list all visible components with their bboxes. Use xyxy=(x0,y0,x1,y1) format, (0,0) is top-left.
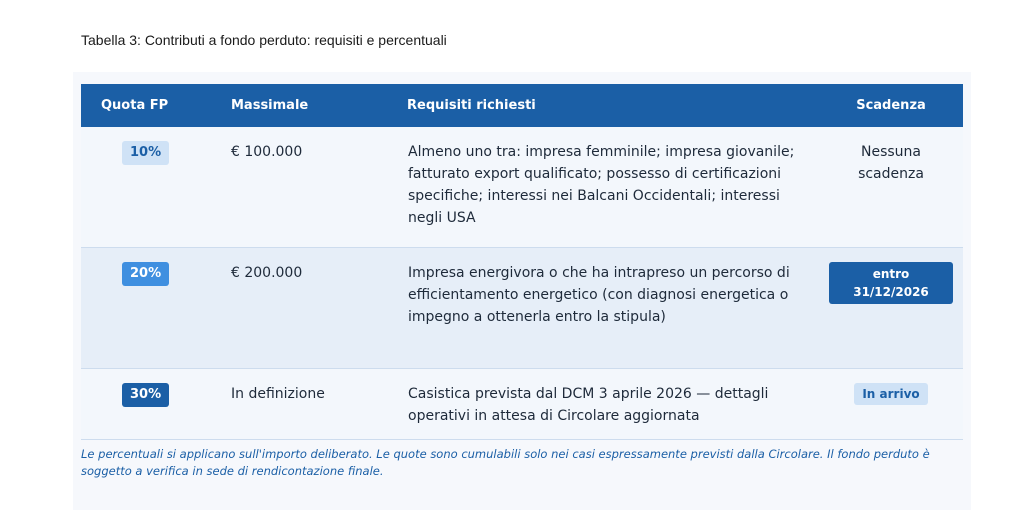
scadenza-badge-deadline: entro 31/12/2026 xyxy=(829,262,953,304)
table-row xyxy=(81,369,963,440)
cell-requisiti: Almeno uno tra: impresa femminile; impresa giovanile; fatturato export qualificato; possesso di certificazioni specifiche; interessi nei Balcani Occidentali; interessi negli USA xyxy=(407,127,819,248)
header-quota: Quota FP xyxy=(81,84,231,127)
table-footnote: Le percentuali si applicano sull'importo deliberato. Le quote sono cumulabili solo nei casi espressamente previsti dalla Circolare. Il fondo perduto è soggetto a verifica in sede di rendicontazione finale. xyxy=(81,447,930,478)
grants-table xyxy=(81,84,963,440)
cell-requisiti: Impresa energivora o che ha intrapreso un percorso di efficientamento energetico (con diagnosi energetica o impegno a ottenerla entro la stipula) xyxy=(407,248,819,369)
cell-scadenza xyxy=(819,127,963,248)
cell-quota xyxy=(81,127,231,248)
header-requisiti: Requisiti richiesti xyxy=(407,84,819,127)
table-row xyxy=(81,248,963,369)
header-scadenza: Scadenza xyxy=(819,84,963,127)
cell-massimale: € 100.000 xyxy=(231,127,407,248)
scadenza-text: Nessuna scadenza xyxy=(858,144,924,182)
cell-requisiti: Casistica prevista dal DCM 3 aprile 2026 — dettagli operativi in attesa di Circolare aggiornata xyxy=(407,369,819,440)
cell-quota xyxy=(81,248,231,369)
quota-badge-20: 20% xyxy=(122,262,169,286)
cell-massimale: In definizione xyxy=(231,369,407,440)
table-row xyxy=(81,127,963,248)
scadenza-badge-upcoming: In arrivo xyxy=(854,383,927,405)
header-massimale: Massimale xyxy=(231,84,407,127)
table-header-row xyxy=(81,84,963,127)
quota-badge-10: 10% xyxy=(122,141,169,165)
cell-massimale: € 200.000 xyxy=(231,248,407,369)
cell-quota xyxy=(81,369,231,440)
table-caption: Tabella 3: Contributi a fondo perduto: requisiti e percentuali xyxy=(81,32,447,48)
quota-badge-30: 30% xyxy=(122,383,169,407)
cell-scadenza xyxy=(819,248,963,369)
cell-scadenza xyxy=(819,369,963,440)
